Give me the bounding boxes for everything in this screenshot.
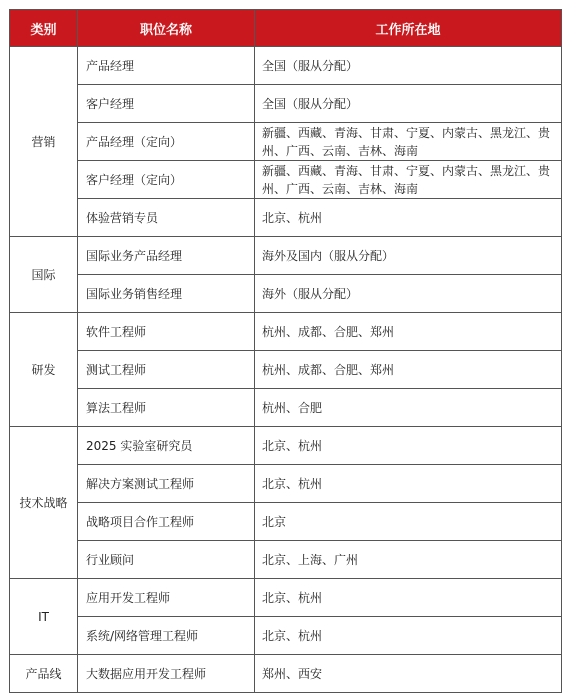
- job-positions-table: [9, 9, 562, 693]
- location-cell: 北京、杭州: [255, 427, 562, 465]
- table-body: [10, 47, 562, 693]
- position-cell: 国际业务产品经理: [78, 237, 255, 275]
- table-row: [10, 123, 562, 161]
- category-cell: IT: [10, 579, 78, 655]
- table-row: [10, 541, 562, 579]
- position-cell: 行业顾问: [78, 541, 255, 579]
- table-row: [10, 237, 562, 275]
- position-cell: 产品经理（定向）: [78, 123, 255, 161]
- table-row: [10, 503, 562, 541]
- location-cell: 全国（服从分配）: [255, 85, 562, 123]
- category-cell: 国际: [10, 237, 78, 313]
- category-cell: 产品线: [10, 655, 78, 693]
- location-cell: 全国（服从分配）: [255, 47, 562, 85]
- table-row: [10, 47, 562, 85]
- location-cell: 北京、杭州: [255, 579, 562, 617]
- position-cell: 解决方案测试工程师: [78, 465, 255, 503]
- table-row: [10, 655, 562, 693]
- position-cell: 客户经理: [78, 85, 255, 123]
- table-row: [10, 275, 562, 313]
- location-cell: 海外（服从分配）: [255, 275, 562, 313]
- table-row: [10, 313, 562, 351]
- position-cell: 算法工程师: [78, 389, 255, 427]
- position-cell: 应用开发工程师: [78, 579, 255, 617]
- position-cell: 测试工程师: [78, 351, 255, 389]
- header-location: 工作所在地: [255, 10, 562, 47]
- position-cell: 软件工程师: [78, 313, 255, 351]
- table-row: [10, 351, 562, 389]
- location-cell: 杭州、成都、合肥、郑州: [255, 313, 562, 351]
- table-row: [10, 161, 562, 199]
- table-row: [10, 579, 562, 617]
- location-cell: 杭州、成都、合肥、郑州: [255, 351, 562, 389]
- table-header: [10, 10, 562, 47]
- category-cell: 营销: [10, 47, 78, 237]
- table-row: [10, 199, 562, 237]
- location-cell: 北京、上海、广州: [255, 541, 562, 579]
- table-row: [10, 389, 562, 427]
- job-table-container: [9, 9, 561, 693]
- location-cell: 郑州、西安: [255, 655, 562, 693]
- position-cell: 体验营销专员: [78, 199, 255, 237]
- location-cell: 杭州、合肥: [255, 389, 562, 427]
- header-position: 职位名称: [78, 10, 255, 47]
- location-cell: 北京、杭州: [255, 617, 562, 655]
- position-cell: 大数据应用开发工程师: [78, 655, 255, 693]
- location-cell: 新疆、西藏、青海、甘肃、宁夏、内蒙古、黑龙江、贵州、广西、云南、吉林、海南: [255, 123, 562, 161]
- table-row: [10, 427, 562, 465]
- position-cell: 2025 实验室研究员: [78, 427, 255, 465]
- location-cell: 北京、杭州: [255, 465, 562, 503]
- location-cell: 北京: [255, 503, 562, 541]
- header-category: 类别: [10, 10, 78, 47]
- position-cell: 系统/网络管理工程师: [78, 617, 255, 655]
- category-cell: 技术战略: [10, 427, 78, 579]
- position-cell: 客户经理（定向）: [78, 161, 255, 199]
- location-cell: 北京、杭州: [255, 199, 562, 237]
- table-row: [10, 85, 562, 123]
- location-cell: 新疆、西藏、青海、甘肃、宁夏、内蒙古、黑龙江、贵州、广西、云南、吉林、海南: [255, 161, 562, 199]
- table-row: [10, 617, 562, 655]
- category-cell: 研发: [10, 313, 78, 427]
- table-row: [10, 465, 562, 503]
- location-cell: 海外及国内（服从分配）: [255, 237, 562, 275]
- header-row: [10, 10, 562, 47]
- position-cell: 产品经理: [78, 47, 255, 85]
- position-cell: 战略项目合作工程师: [78, 503, 255, 541]
- position-cell: 国际业务销售经理: [78, 275, 255, 313]
